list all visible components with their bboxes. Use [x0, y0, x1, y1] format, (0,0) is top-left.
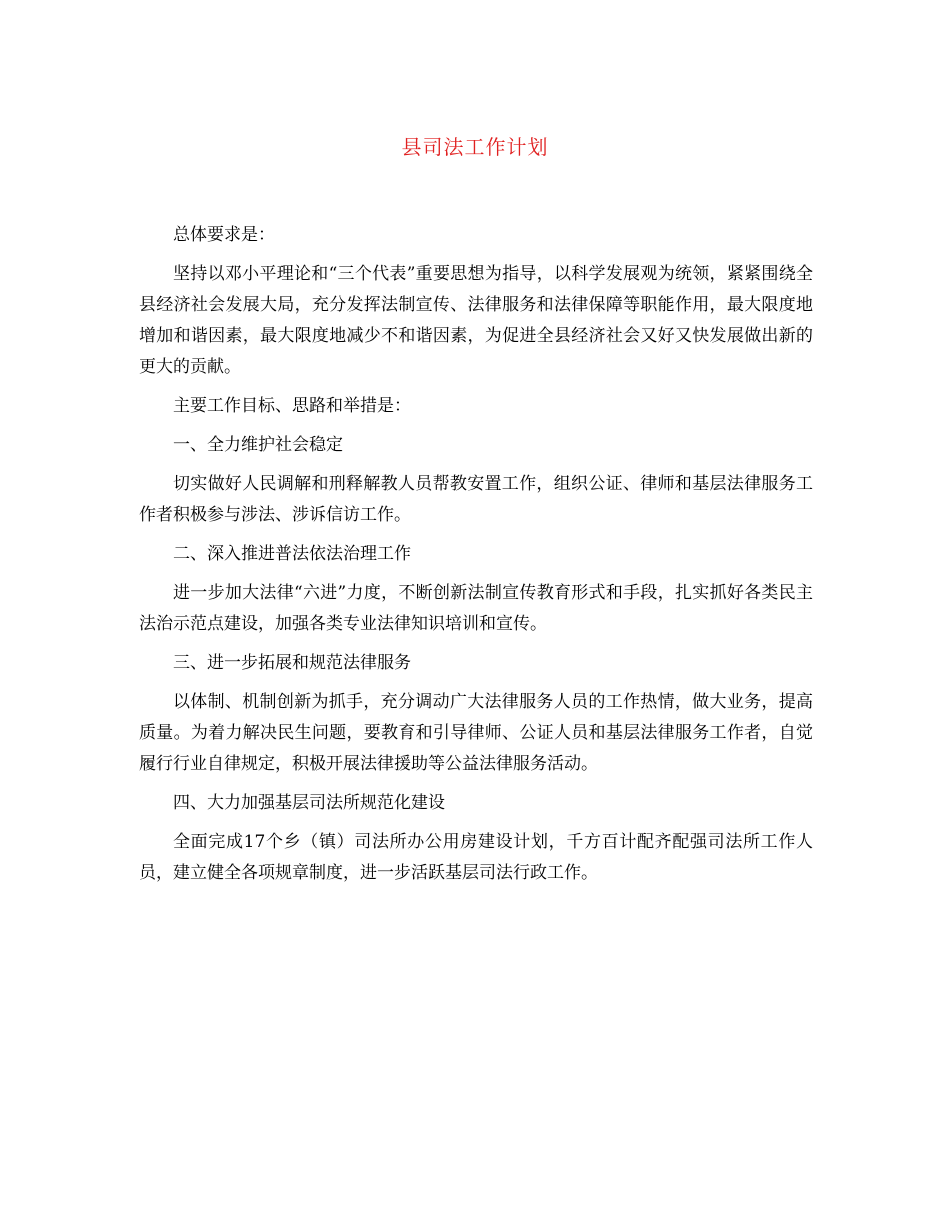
- paragraph-section-3: 以体制、机制创新为抓手，充分调动广大法律服务人员的工作热情，做大业务，提高质量。为着力解决民生问题，要教育和引导律师、公证人员和基层法律服务工作者，自觉履行行业自律规定，积极开展法律援助等公益法律服务活动。: [139, 692, 813, 774]
- section-heading-3: 三、进一步拓展和规范法律服务: [173, 653, 411, 673]
- section-heading-2: 二、深入推进普法依法治理工作: [173, 544, 411, 564]
- document-title: 县司法工作计划: [401, 135, 549, 159]
- paragraph-section-4: 全面完成17个乡（镇）司法所办公用房建设计划，千方百计配齐配强司法所工作人员，建立健全各项规章制度，进一步活跃基层司法行政工作。: [139, 832, 813, 883]
- section-heading-1: 一、全力维护社会稳定: [173, 435, 343, 455]
- paragraph-section-2: 进一步加大法律“六进”力度，不断创新法制宣传教育形式和手段，扎实抓好各类民主法治示范点建设，加强各类专业法律知识培训和宣传。: [139, 583, 813, 634]
- paragraph-guiding-principles: 坚持以邓小平理论和“三个代表”重要思想为指导，以科学发展观为统领，紧紧围绕全县经济社会发展大局，充分发挥法制宣传、法律服务和法律保障等职能作用，最大限度地增加和谐因素，最大限度地减少不和谐因素，为促进全县经济社会又好又快发展做出新的更大的贡献。: [139, 264, 813, 377]
- document-body: [139, 220, 813, 889]
- section-heading-4: 四、大力加强基层司法所规范化建设: [173, 793, 445, 813]
- paragraph-overall-requirements: 总体要求是：: [173, 225, 275, 245]
- paragraph-main-goals: 主要工作目标、思路和举措是：: [173, 396, 411, 416]
- paragraph-section-1: 切实做好人民调解和刑释解教人员帮教安置工作，组织公证、律师和基层法律服务工作者积极参与涉法、涉诉信访工作。: [139, 474, 813, 525]
